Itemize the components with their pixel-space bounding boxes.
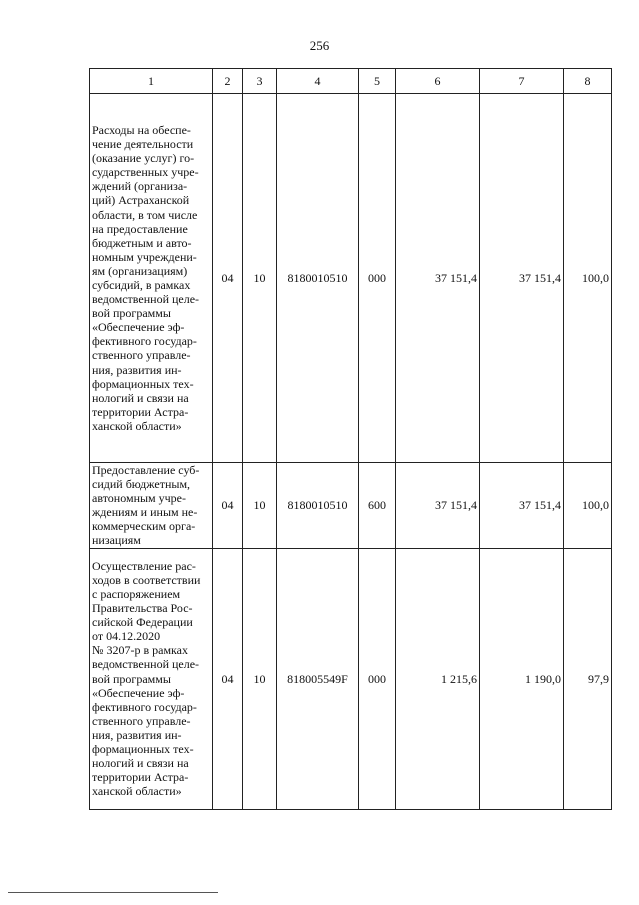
column-header-8: 8 bbox=[564, 69, 612, 94]
cell-expense-type: 000 bbox=[359, 548, 396, 809]
cell-percent: 100,0 bbox=[564, 463, 612, 549]
budget-table bbox=[89, 68, 612, 810]
column-header-5: 5 bbox=[359, 69, 396, 94]
column-header-4: 4 bbox=[277, 69, 359, 94]
column-header-6: 6 bbox=[396, 69, 480, 94]
row-description bbox=[90, 94, 213, 463]
cell-plan: 37 151,4 bbox=[396, 463, 480, 549]
page-number: 256 bbox=[309, 38, 330, 53]
column-header-7: 7 bbox=[480, 69, 564, 94]
column-header-2: 2 bbox=[213, 69, 243, 94]
row-description-text: Осуществление рас- ходов в соответствии с распоряжением Правительства Рос- сийской Федерации от 04.12.2020 № 3207-р в рамках ведомственной целе- вой программы «Обеспечение эф- фективного государ- ственного управле- ния, развития ин- формационных тех- нологий и связи на территории Астра- ханской области» bbox=[92, 558, 201, 799]
cell-target-article: 818005549F bbox=[277, 548, 359, 809]
cell-actual: 1 190,0 bbox=[480, 548, 564, 809]
cell-percent: 97,9 bbox=[564, 548, 612, 809]
table-row bbox=[90, 94, 612, 463]
cell-subsection: 10 bbox=[243, 463, 277, 549]
cell-subsection: 10 bbox=[243, 94, 277, 463]
cell-expense-type: 000 bbox=[359, 94, 396, 463]
row-description-text: Предоставление суб- сидий бюджетным, автономным учре- ждениям и иным не- коммерческим орга- низациям bbox=[92, 463, 200, 548]
cell-actual: 37 151,4 bbox=[480, 463, 564, 549]
footer-divider bbox=[8, 892, 218, 893]
cell-plan: 1 215,6 bbox=[396, 548, 480, 809]
table-row bbox=[90, 463, 612, 549]
row-description-text: Расходы на обеспе- чение деятельности (оказание услуг) го- сударственных учре- ждений (организа- ций) Астраханской области, в том числе на предоставление бюджетным и авто- номным учреждени- ям (организациям) субсидий, в рамках ведомственной целе- вой программы «Обеспечение эф- фективного государ- ственного управле- ния, развития ин- формационных тех- нологий и связи на территории Астра- ханской области» bbox=[92, 122, 200, 433]
cell-section: 04 bbox=[213, 94, 243, 463]
table-header-row bbox=[90, 69, 612, 94]
cell-section: 04 bbox=[213, 548, 243, 809]
cell-subsection: 10 bbox=[243, 548, 277, 809]
column-header-1: 1 bbox=[90, 69, 213, 94]
cell-expense-type: 600 bbox=[359, 463, 396, 549]
row-description bbox=[90, 548, 213, 809]
cell-section: 04 bbox=[213, 463, 243, 549]
table-row bbox=[90, 548, 612, 809]
cell-target-article: 8180010510 bbox=[277, 94, 359, 463]
row-description bbox=[90, 463, 213, 549]
cell-plan: 37 151,4 bbox=[396, 94, 480, 463]
cell-actual: 37 151,4 bbox=[480, 94, 564, 463]
column-header-3: 3 bbox=[243, 69, 277, 94]
cell-target-article: 8180010510 bbox=[277, 463, 359, 549]
cell-percent: 100,0 bbox=[564, 94, 612, 463]
